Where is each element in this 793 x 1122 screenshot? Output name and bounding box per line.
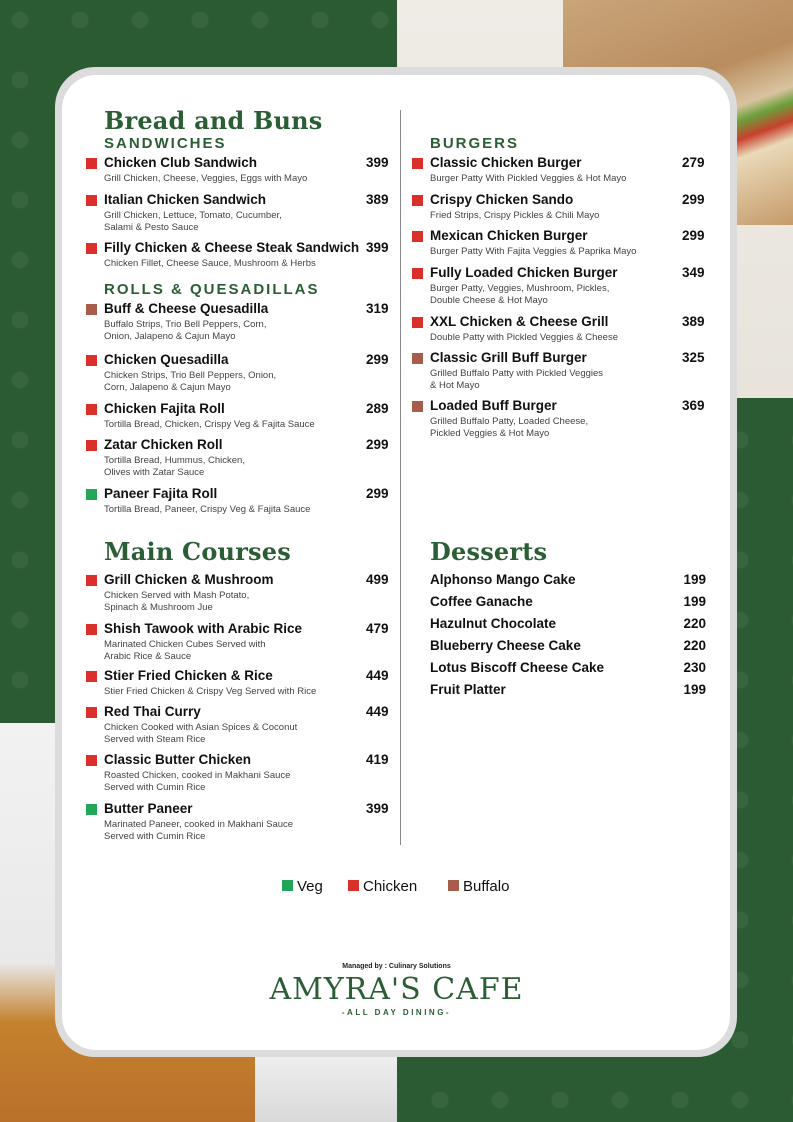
menu-item	[104, 752, 394, 794]
item-name: Filly Chicken & Cheese Steak Sandwich	[104, 240, 360, 255]
item-price: 499	[366, 572, 389, 587]
item-description: Fried Strips, Crispy Pickles & Chili Mayo	[430, 210, 600, 221]
item-price: 369	[682, 398, 705, 413]
main-courses-title: Main Courses	[104, 537, 291, 566]
chicken-marker-icon	[412, 231, 423, 242]
dessert-item	[430, 616, 706, 634]
legend-buffalo	[448, 878, 509, 895]
item-price: 389	[366, 192, 389, 207]
buffalo-marker-icon	[412, 401, 423, 412]
chicken-marker-icon	[86, 355, 97, 366]
chicken-marker-icon	[86, 575, 97, 586]
dessert-item	[430, 638, 706, 656]
item-name: Butter Paneer	[104, 801, 193, 816]
item-name: Chicken Fajita Roll	[104, 401, 225, 416]
item-price: 399	[366, 240, 389, 255]
item-description: Chicken Served with Mash Potato, Spinach & Mushroom Jue	[104, 590, 250, 613]
item-price: 279	[682, 155, 705, 170]
veg-square-icon	[282, 880, 293, 891]
legend-label: Buffalo	[463, 878, 510, 895]
dessert-item	[430, 594, 706, 612]
item-name: Red Thai Curry	[104, 704, 201, 719]
item-name: Alphonso Mango Cake	[430, 572, 576, 587]
item-description: Burger Patty With Pickled Veggies & Hot Mayo	[430, 173, 627, 184]
rolls-heading: ROLLS & QUESADILLAS	[104, 281, 320, 298]
item-price: 325	[682, 350, 705, 365]
item-name: XXL Chicken & Cheese Grill	[430, 314, 609, 329]
burgers-heading: BURGERS	[430, 135, 520, 152]
item-price: 230	[683, 660, 706, 675]
item-name: Chicken Quesadilla	[104, 352, 229, 367]
item-price: 299	[682, 192, 705, 207]
item-price: 299	[366, 352, 389, 367]
menu-item	[104, 155, 394, 185]
dessert-item	[430, 572, 706, 590]
chicken-marker-icon	[412, 158, 423, 169]
chicken-marker-icon	[86, 158, 97, 169]
chicken-marker-icon	[86, 195, 97, 206]
item-name: Buff & Cheese Quesadilla	[104, 301, 269, 316]
item-description: Marinated Paneer, cooked in Makhani Sauce Served with Cumin Rice	[104, 819, 294, 842]
item-price: 399	[366, 155, 389, 170]
menu-item	[430, 314, 720, 344]
item-price: 449	[366, 704, 389, 719]
item-name: Loaded Buff Burger	[430, 398, 557, 413]
item-description: Grill Chicken, Lettuce, Tomato, Cucumber, Salami & Pesto Sauce	[104, 210, 282, 233]
menu-item	[104, 801, 394, 843]
veg-marker-icon	[86, 489, 97, 500]
chicken-marker-icon	[86, 243, 97, 254]
item-price: 289	[366, 401, 389, 416]
chicken-marker-icon	[86, 707, 97, 718]
item-name: Blueberry Cheese Cake	[430, 638, 581, 653]
item-description: Chicken Strips, Trio Bell Peppers, Onion, Corn, Jalapeno & Cajun Mayo	[104, 370, 277, 393]
item-price: 389	[682, 314, 705, 329]
item-name: Italian Chicken Sandwich	[104, 192, 267, 207]
chicken-marker-icon	[412, 195, 423, 206]
menu-item	[104, 352, 394, 394]
item-price: 399	[366, 801, 389, 816]
item-price: 199	[683, 594, 706, 609]
item-price: 319	[366, 301, 389, 316]
item-description: Stier Fried Chicken & Crispy Veg Served with Rice	[104, 686, 317, 697]
menu-item	[104, 301, 394, 343]
chicken-marker-icon	[86, 624, 97, 635]
item-name: Stier Fried Chicken & Rice	[104, 668, 273, 683]
menu-item	[104, 621, 394, 663]
legend-chicken	[348, 878, 417, 895]
item-description: Grilled Buffalo Patty, Loaded Cheese, Pickled Veggies & Hot Mayo	[430, 416, 589, 439]
menu-item	[430, 192, 720, 222]
menu-item	[104, 240, 394, 270]
menu-item	[104, 192, 394, 234]
item-price: 299	[366, 486, 389, 501]
item-price: 449	[366, 668, 389, 683]
bread-and-buns-title: Bread and Buns	[104, 106, 323, 135]
menu-item	[430, 228, 720, 258]
dessert-item	[430, 682, 706, 700]
item-description: Grill Chicken, Cheese, Veggies, Eggs with Mayo	[104, 173, 308, 184]
item-price: 349	[682, 265, 705, 280]
item-description: Chicken Fillet, Cheese Sauce, Mushroom & Herbs	[104, 258, 316, 269]
menu-item	[104, 668, 394, 698]
item-name: Zatar Chicken Roll	[104, 437, 223, 452]
item-description: Roasted Chicken, cooked in Makhani Sauce Served with Cumin Rice	[104, 770, 291, 793]
chicken-marker-icon	[86, 755, 97, 766]
managed-by-text: Managed by : Culinary Solutions	[342, 963, 451, 970]
buffalo-marker-icon	[86, 304, 97, 315]
item-name: Mexican Chicken Burger	[430, 228, 588, 243]
item-name: Hazulnut Chocolate	[430, 616, 557, 631]
menu-item	[430, 265, 720, 307]
legend-label: Chicken	[363, 878, 418, 895]
item-name: Paneer Fajita Roll	[104, 486, 218, 501]
menu-item	[104, 401, 394, 431]
dessert-item	[430, 660, 706, 678]
cafe-tagline: -ALL DAY DINING-	[341, 1008, 452, 1017]
item-description: Grilled Buffalo Patty with Pickled Veggies & Hot Mayo	[430, 368, 604, 391]
item-description: Buffalo Strips, Trio Bell Peppers, Corn, Onion, Jalapeno & Cajun Mayo	[104, 319, 267, 342]
item-price: 220	[683, 638, 706, 653]
item-name: Crispy Chicken Sando	[430, 192, 574, 207]
menu-item	[104, 437, 394, 479]
chicken-square-icon	[348, 880, 359, 891]
item-price: 299	[366, 437, 389, 452]
chicken-marker-icon	[412, 268, 423, 279]
veg-marker-icon	[86, 804, 97, 815]
chicken-marker-icon	[86, 440, 97, 451]
desserts-title: Desserts	[430, 537, 548, 566]
legend-veg	[282, 878, 323, 895]
item-price: 220	[683, 616, 706, 631]
item-name: Chicken Club Sandwich	[104, 155, 258, 170]
item-name: Classic Chicken Burger	[430, 155, 582, 170]
cafe-logo: AMYRA'S CAFE	[269, 972, 524, 1007]
item-name: Shish Tawook with Arabic Rice	[104, 621, 303, 636]
item-description: Tortilla Bread, Chicken, Crispy Veg & Fajita Sauce	[104, 419, 315, 430]
menu-item	[104, 486, 394, 516]
chicken-marker-icon	[86, 671, 97, 682]
plate-photo	[255, 1050, 397, 1122]
item-name: Lotus Biscoff Cheese Cake	[430, 660, 605, 675]
menu-item	[430, 350, 720, 392]
chicken-marker-icon	[86, 404, 97, 415]
item-name: Fruit Platter	[430, 682, 506, 697]
column-divider	[400, 110, 401, 845]
menu-item	[430, 398, 720, 440]
item-description: Tortilla Bread, Paneer, Crispy Veg & Fajita Sauce	[104, 504, 311, 515]
item-name: Coffee Ganache	[430, 594, 533, 609]
item-price: 199	[683, 572, 706, 587]
item-description: Tortilla Bread, Hummus, Chicken, Olives with Zatar Sauce	[104, 455, 245, 478]
item-price: 419	[366, 752, 389, 767]
sandwiches-heading: SANDWICHES	[104, 135, 227, 152]
legend-label: Veg	[297, 878, 323, 895]
chicken-marker-icon	[412, 317, 423, 328]
item-description: Burger Patty, Veggies, Mushroom, Pickles, Double Cheese & Hot Mayo	[430, 283, 610, 306]
item-price: 199	[683, 682, 706, 697]
item-description: Chicken Cooked with Asian Spices & Coconut Served with Steam Rice	[104, 722, 298, 745]
menu-item	[104, 572, 394, 614]
buffalo-square-icon	[448, 880, 459, 891]
buffalo-marker-icon	[412, 353, 423, 364]
item-name: Grill Chicken & Mushroom	[104, 572, 274, 587]
item-description: Double Patty with Pickled Veggies & Cheese	[430, 332, 618, 343]
menu-item	[104, 704, 394, 746]
item-description: Marinated Chicken Cubes Served with Arabic Rice & Sauce	[104, 639, 266, 662]
item-price: 479	[366, 621, 389, 636]
item-name: Fully Loaded Chicken Burger	[430, 265, 618, 280]
menu-item	[430, 155, 720, 185]
item-description: Burger Patty With Fajita Veggies & Paprika Mayo	[430, 246, 637, 257]
item-name: Classic Grill Buff Burger	[430, 350, 587, 365]
item-name: Classic Butter Chicken	[104, 752, 252, 767]
item-price: 299	[682, 228, 705, 243]
